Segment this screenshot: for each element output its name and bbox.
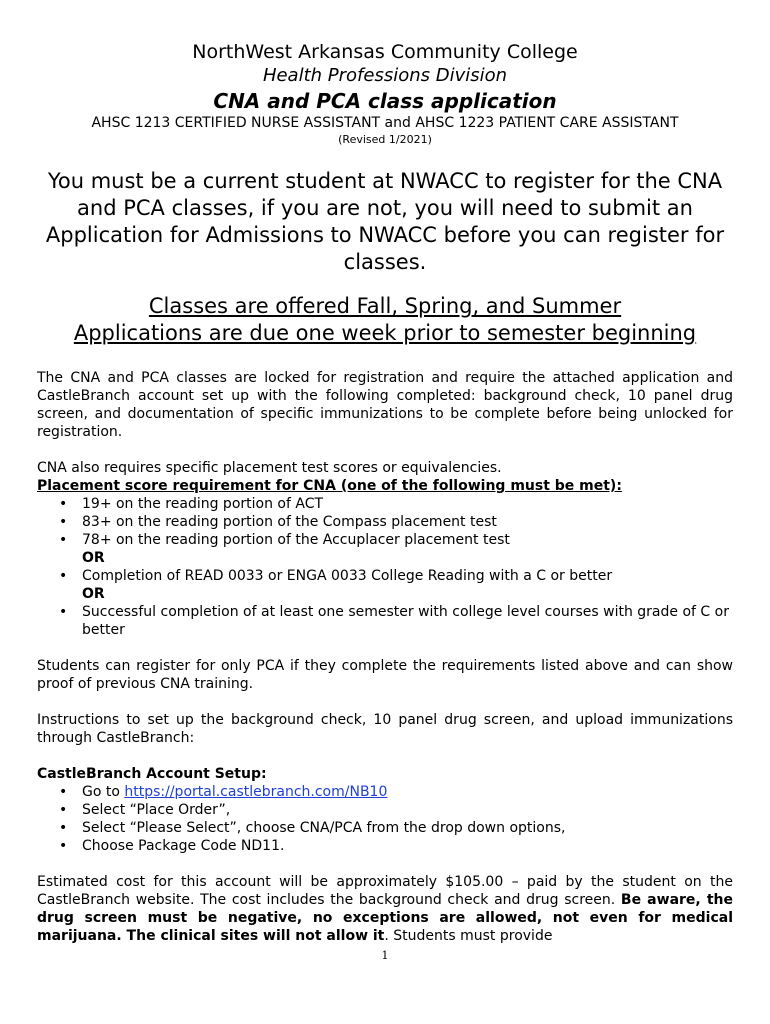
list-item: [37, 783, 733, 801]
placement-heading: Placement score requirement for CNA (one of the following must be met):: [37, 478, 622, 494]
list-item: • Completion of READ 0033 or ENGA 0033 College Reading with a C or better: [37, 567, 733, 585]
list-item: • Select “Please Select”, choose CNA/PCA from the drop down options,: [37, 819, 733, 837]
drug-screen-warning: Be aware, the drug screen must be negative, no exceptions are allowed, not even for medical marijuana. The clinical sites will not allow it: [37, 892, 733, 944]
cost-paragraph: [37, 873, 733, 945]
student-notice: You must be a current student at NWACC to register for the CNA and PCA classes, if you are not, you will need to submit an Application for Admissions to NWACC before you can register for classes.: [45, 169, 725, 274]
setup-list: [37, 783, 733, 855]
placement-list-cont: [37, 567, 733, 585]
locked-paragraph: The CNA and PCA classes are locked for registration and require the attached application and CastleBranch account set up with the following completed: background check, 10 panel drug screen, and documentation of specific immunizations to be complete before being unlocked for registration.: [37, 370, 733, 440]
application-title: CNA and PCA class application: [213, 89, 557, 113]
revision-date: (Revised 1/2021): [338, 133, 432, 146]
deadline-line: Applications are due one week prior to semester beginning: [73, 321, 697, 345]
or-label: OR: [82, 586, 105, 602]
placement-intro: CNA also requires specific placement test scores or equivalencies.: [37, 460, 502, 476]
list-item: • Select “Place Order”,: [37, 801, 733, 819]
offered-line: Classes are offered Fall, Spring, and Summer: [148, 294, 622, 318]
setup-heading: CastleBranch Account Setup:: [37, 766, 267, 782]
document-page: [37, 40, 733, 945]
pca-paragraph: Students can register for only PCA if they complete the requirements listed above and can show proof of previous CNA training.: [37, 658, 733, 692]
offered-banner: [37, 293, 733, 347]
instructions-paragraph: Instructions to set up the background check, 10 panel drug screen, and upload immunizations through CastleBranch:: [37, 712, 733, 746]
castlebranch-link[interactable]: https://portal.castlebranch.com/NB10: [124, 784, 388, 800]
list-item: • 19+ on the reading portion of ACT: [37, 495, 733, 513]
list-item: • Choose Package Code ND11.: [37, 837, 733, 855]
list-item: • Successful completion of at least one semester with college level courses with grade of C or better: [37, 603, 733, 639]
or-label: OR: [82, 550, 105, 566]
course-codes: AHSC 1213 CERTIFIED NURSE ASSISTANT and AHSC 1223 PATIENT CARE ASSISTANT: [91, 115, 679, 131]
placement-list: [37, 495, 733, 549]
list-item: • 78+ on the reading portion of the Accuplacer placement test: [37, 531, 733, 549]
division-name: Health Professions Division: [262, 65, 508, 86]
college-name: NorthWest Arkansas Community College: [192, 41, 578, 63]
cost-text: Estimated cost for this account will be approximately $105.00 – paid by the student on the CastleBranch website. The cost includes the background check and drug screen.: [37, 874, 733, 908]
goto-prefix: Go to: [82, 784, 125, 800]
list-item: • 83+ on the reading portion of the Compass placement test: [37, 513, 733, 531]
page-number: 1: [381, 949, 389, 962]
cost-text-end: . Students must provide: [384, 928, 553, 944]
placement-list-cont: [37, 603, 733, 639]
